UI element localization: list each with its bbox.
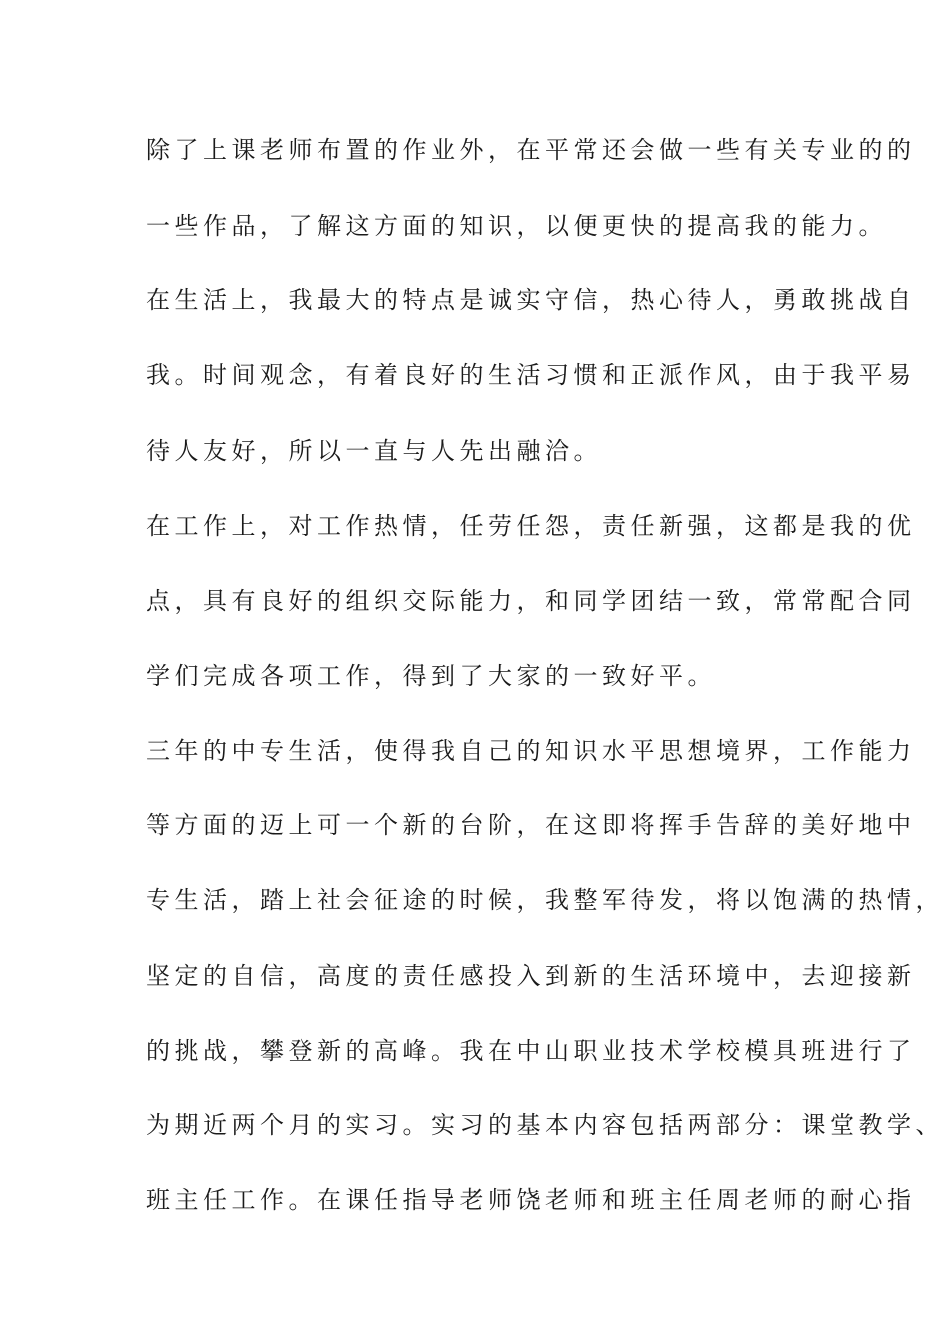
text-line-15: 班主任工作。在课任指导老师饶老师和班主任周老师的耐心指 <box>146 1186 916 1214</box>
text-line-14: 为期近两个月的实习。实习的基本内容包括两部分：课堂教学、 <box>146 1111 944 1139</box>
text-line-11: 专生活，踏上社会征途的时候，我整军待发，将以饱满的热情， <box>146 886 944 914</box>
text-line-2: 一些作品，了解这方面的知识，以便更快的提高我的能力。 <box>146 212 887 240</box>
text-line-3: 在生活上，我最大的特点是诚实守信，热心待人，勇敢挑战自 <box>146 286 916 314</box>
text-line-6: 在工作上，对工作热情，任劳任怨，责任新强，这都是我的优 <box>146 512 916 540</box>
text-line-1: 除了上课老师布置的作业外，在平常还会做一些有关专业的的 <box>146 136 916 164</box>
text-line-9: 三年的中专生活，使得我自己的知识水平思想境界，工作能力 <box>146 737 916 765</box>
text-line-13: 的挑战，攀登新的高峰。我在中山职业技术学校模具班进行了 <box>146 1037 916 1065</box>
text-line-12: 坚定的自信，高度的责任感投入到新的生活环境中，去迎接新 <box>146 962 916 990</box>
text-line-7: 点，具有良好的组织交际能力，和同学团结一致，常常配合同 <box>146 587 916 615</box>
text-line-8: 学们完成各项工作，得到了大家的一致好平。 <box>146 662 716 690</box>
text-line-10: 等方面的迈上可一个新的台阶，在这即将挥手告辞的美好地中 <box>146 811 916 839</box>
text-line-5: 待人友好，所以一直与人先出融洽。 <box>146 437 602 465</box>
text-line-4: 我。时间观念，有着良好的生活习惯和正派作风，由于我平易 <box>146 361 916 389</box>
